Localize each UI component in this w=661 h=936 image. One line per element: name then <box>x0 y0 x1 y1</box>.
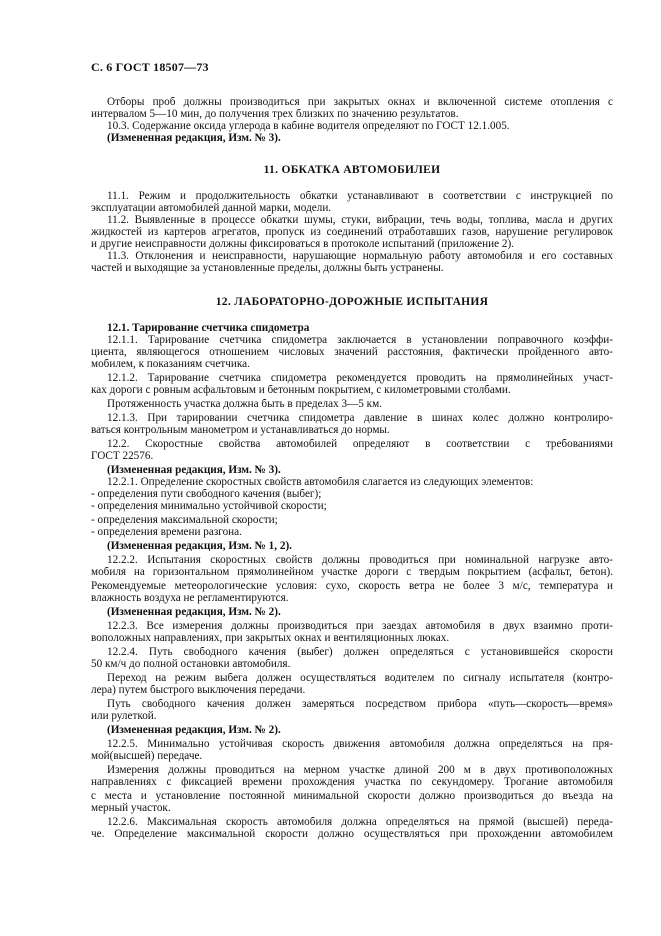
text-line: 50 км/ч до полной остановки автомобиля. <box>91 659 291 670</box>
text-line: Рекомендуемые метеорологические условия: сухо, скорость ветра не более 3 м/с, температура и <box>91 581 613 592</box>
text-line: направлениях с фиксацией времени прохождения участка по секундомеру. Трогание автомобиля <box>91 777 613 788</box>
list-item: - определения времени разгона. <box>91 527 242 538</box>
text-line: с места и установление постоянной минимальной скорости должно производиться до въезда на <box>91 791 613 802</box>
text-line: влажность воздуха не регламентируются. <box>91 593 289 604</box>
text-line: 12.2.6. Максимальная скорость автомобиля должна определяться на прямой (высшей) переда- <box>107 817 613 828</box>
text-line: ГОСТ 22576. <box>91 451 154 462</box>
text-line: 12.2.1. Определение скоростных свойств автомобиля слагается из следующих элементов: <box>107 477 534 488</box>
text-line: воположных направлениях, при закрытых окнах и вентиляционных люках. <box>91 633 450 644</box>
text-line: эксплуатации автомобилей данной марки, модели. <box>91 203 332 214</box>
text-line: 11.3. Отклонения и неисправности, нарушающие нормальную работу автомобиля и его составных <box>107 251 613 262</box>
text-line: 12.2.2. Испытания скоростных свойств должны проводиться при номинальной нагрузке авто- <box>107 555 613 566</box>
text-line: мой(высшей) передаче. <box>91 751 203 762</box>
list-item: - определения максимальной скорости; <box>91 515 278 526</box>
text-line: Измерения должны проводиться на мерном участке длиной 200 м в двух противоположных <box>107 765 613 776</box>
text-line: и другие неисправности должны фиксироваться в протоколе испытаний (приложение 2). <box>91 239 514 250</box>
text-line: (Измененная редакция, Изм. № 3). <box>107 465 281 476</box>
text-line: (Измененная редакция, Изм. № 2). <box>107 725 281 736</box>
subsection-heading: 12.1. Тарирование счетчика спидометра <box>107 323 310 334</box>
text-line: Путь свободного качения должен замеряться посредством прибора «путь—скорость—время» <box>107 699 613 710</box>
section-heading: 11. ОБКАТКА АВТОМОБИЛЕЙ <box>263 165 441 176</box>
text-line: мерный участок. <box>91 803 171 814</box>
text-line: Протяженность участка должна быть в пределах 3—5 км. <box>107 399 382 410</box>
text-line: ках дороги с ровным асфальтовым и бетонным покрытием, с километровыми столбами. <box>91 385 511 396</box>
text-line: 12.1.2. Тарирование счетчика спидометра рекомендуется проводить на прямолинейных участ- <box>107 373 613 384</box>
text-line: Переход на режим выбега должен осуществляться водителем по сигналу испытателя (контро- <box>107 673 613 684</box>
text-line: 12.2. Скоростные свойства автомобилей определяют в соответствии с требованиями <box>107 439 613 450</box>
text-line: частей и выходящие за установленные пределы, должны быть устранены. <box>91 263 444 274</box>
text-line: 12.2.4. Путь свободного качения (выбег) должен определяться с установившейся скорости <box>107 647 613 658</box>
text-line: че. Определение максимальной скорости должно осуществляться при прохождении автомобилем <box>91 829 613 840</box>
text-line: циента, являющегося отношением числовых значений расстояния, фактически пройденного авто- <box>91 347 613 358</box>
text-line: Отборы проб должны производиться при закрытых окнах и включенной системе отопления с <box>107 97 613 108</box>
text-line: лера) путем быстрого выключения передачи. <box>91 685 306 696</box>
page-header: С. 6 ГОСТ 18507—73 <box>91 60 209 74</box>
text-line: 12.1.1. Тарирование счетчика спидометра заключается в установлении поправочного коэффи- <box>107 335 613 346</box>
text-line: (Измененная редакция, Изм. № 2). <box>107 607 281 618</box>
text-line: 11.2. Выявленные в процессе обкатки шумы, стуки, вибрации, течь воды, топлива, масла и других <box>107 215 613 226</box>
section-heading: 12. ЛАБОРАТОРНО-ДОРОЖНЫЕ ИСПЫТАНИЯ <box>215 297 489 308</box>
list-item: - определения пути свободного качения (выбег); <box>91 489 322 500</box>
text-line: ваться контрольным манометром и устанавливаться до нормы. <box>91 425 390 436</box>
text-line: или рулеткой. <box>91 711 157 722</box>
text-line: 11.1. Режим и продолжительность обкатки устанавливают в соответствии с инструкцией по <box>107 191 613 202</box>
text-line: мобилем, к показаниям счетчика. <box>91 359 250 370</box>
list-item: - определения минимально устойчивой скорости; <box>91 501 327 512</box>
text-line: 12.2.3. Все измерения должны производиться при заездах автомобиля в двух взаимно проти- <box>107 621 613 632</box>
text-line: интервалом 5—10 мин, до получения трех близких по значению результатов. <box>91 109 459 120</box>
text-line: 12.2.5. Минимально устойчивая скорость движения автомобиля должна определяться на пря- <box>107 739 613 750</box>
text-line: (Измененная редакция, Изм. № 1, 2). <box>107 541 292 552</box>
text-line: 12.1.3. При тарировании счетчика спидометра давление в шинах колес должно контролиро- <box>107 413 613 424</box>
text-line: 10.3. Содержание оксида углерода в кабине водителя определяют по ГОСТ 12.1.005. <box>107 121 510 132</box>
text-line: (Измененная редакция, Изм. № 3). <box>107 133 281 144</box>
text-line: жидкостей из картеров агрегатов, пропуск из соединений отработавших газов, нарушение регулировок <box>91 227 613 238</box>
text-line: мобиля на горизонтальном прямолинейном участке дороги с твердым покрытием (асфальт, бетон). <box>91 567 613 578</box>
